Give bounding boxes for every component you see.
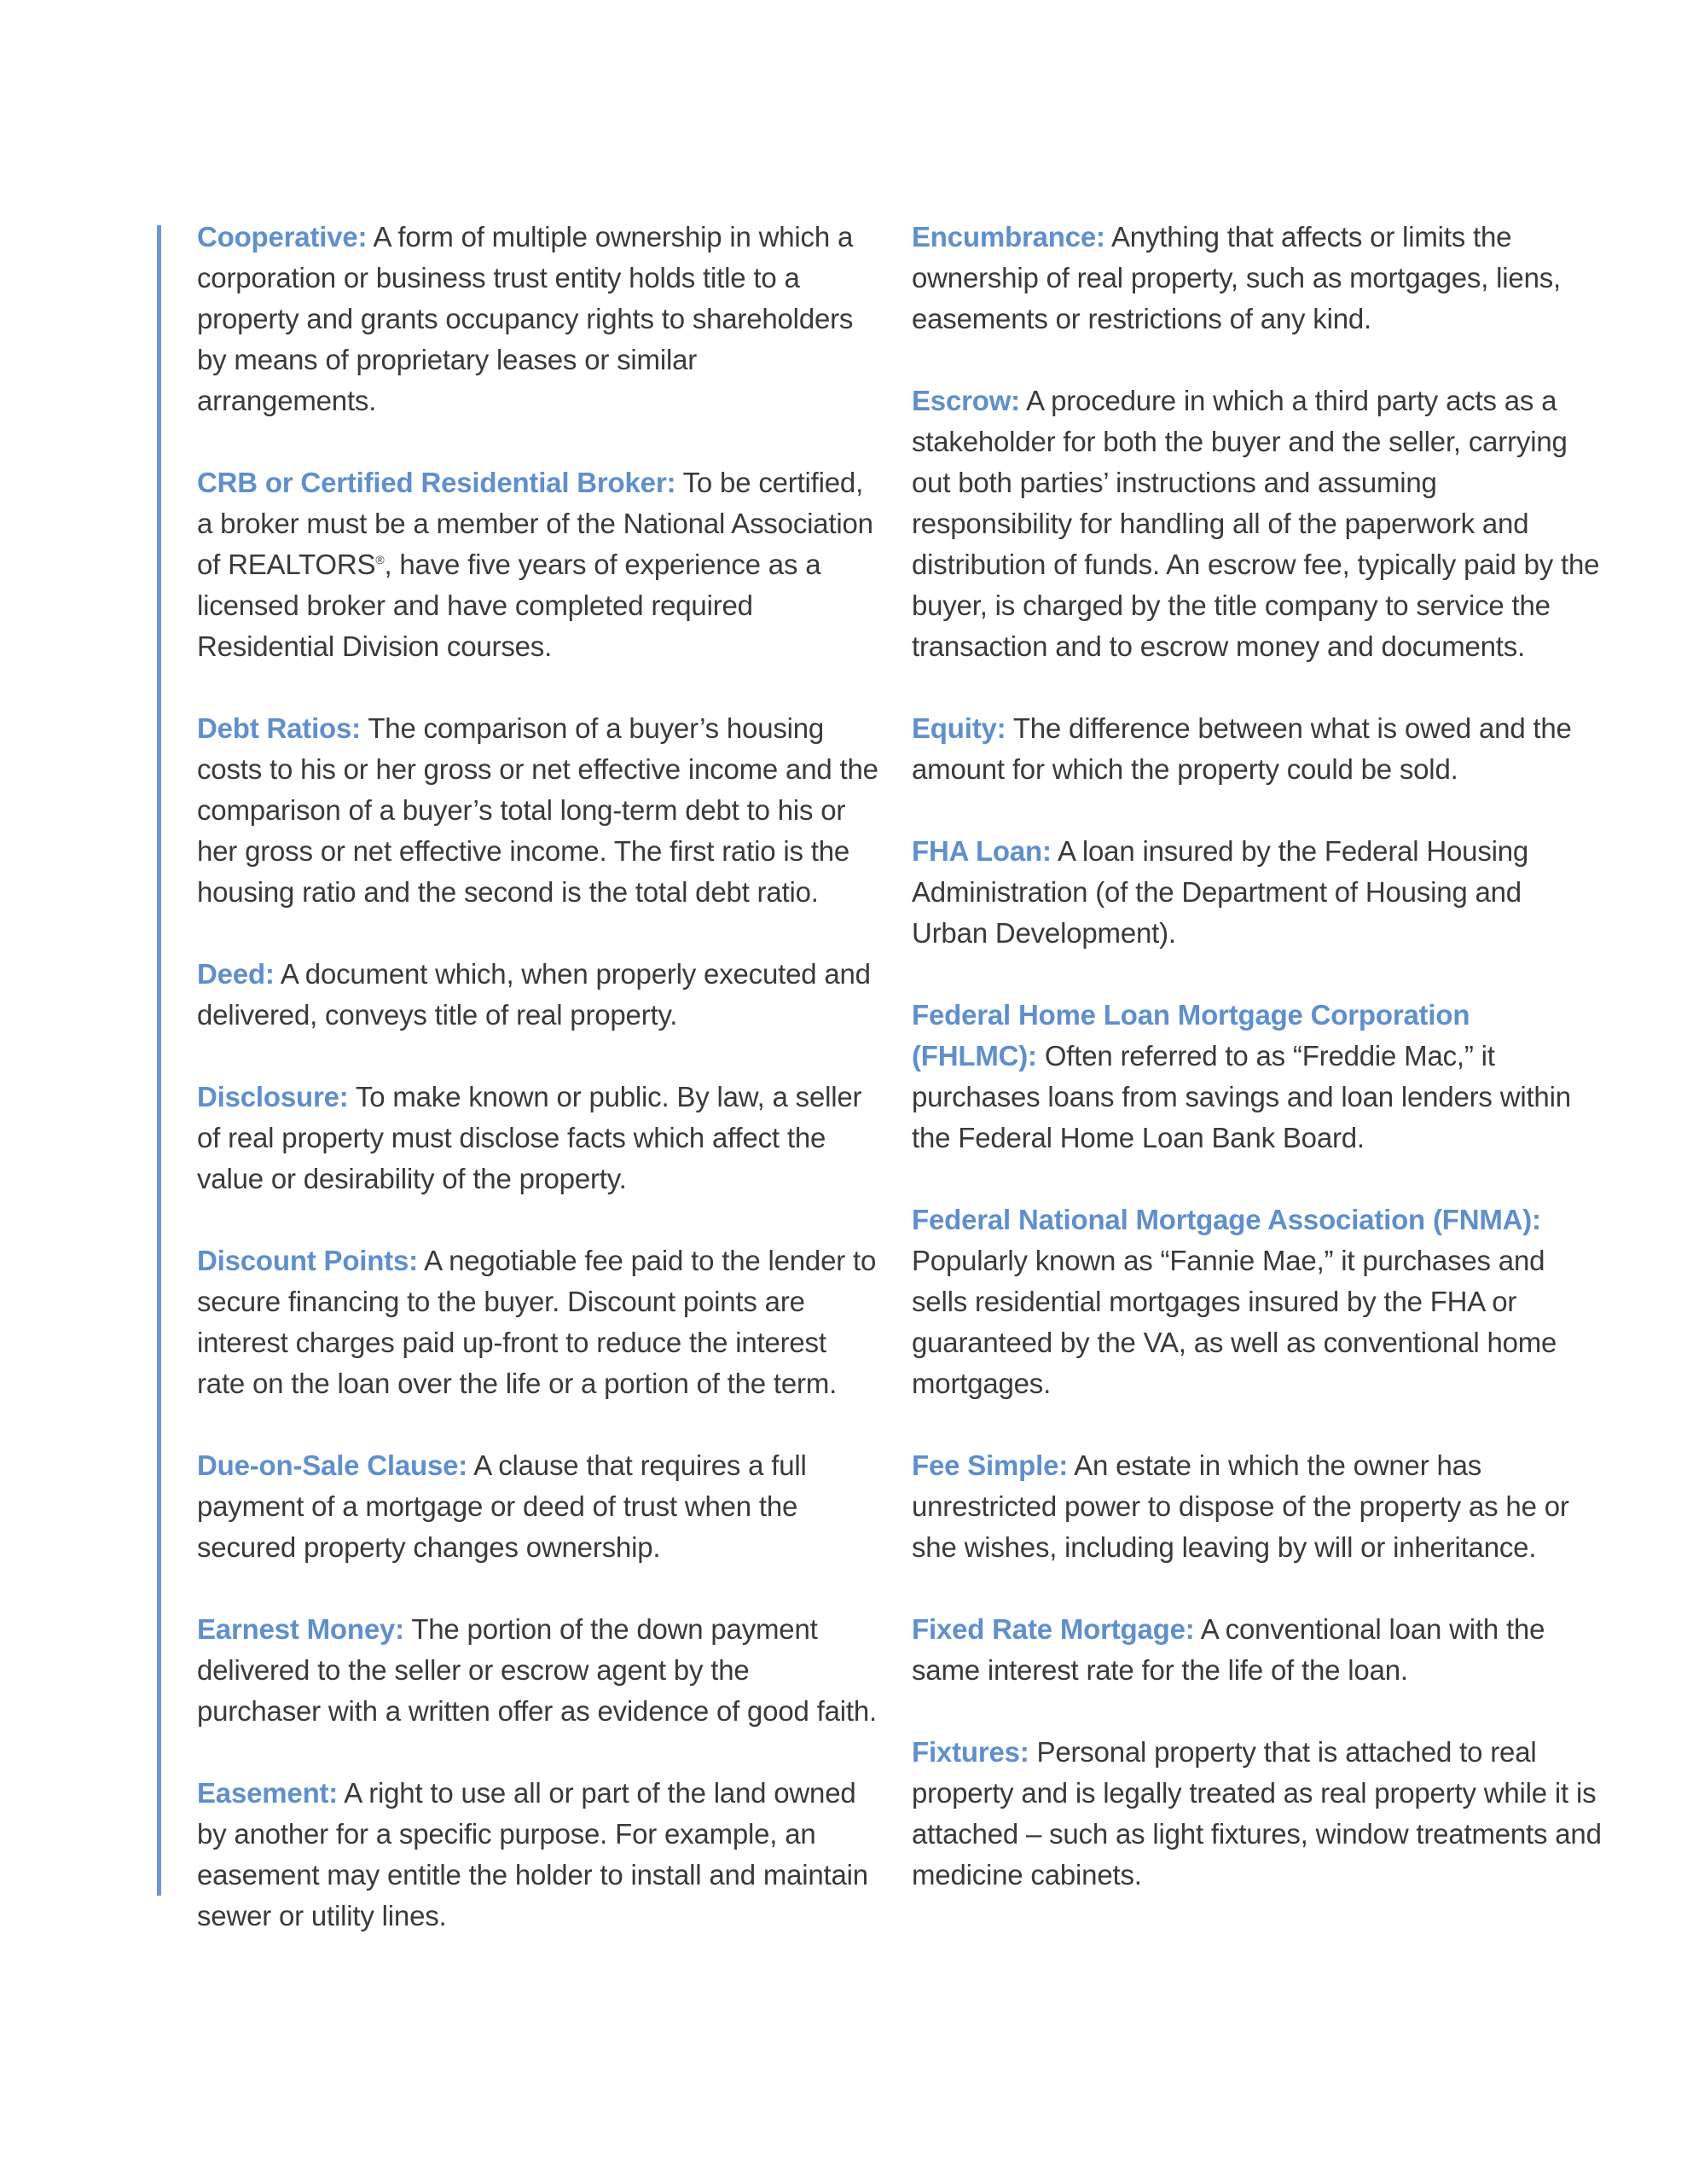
glossary-term: Earnest Money: <box>197 1613 404 1645</box>
glossary-definition: A form of multiple ownership in which a corporation or business trust entity holds title to a property and grants occupancy rights to shareholders by means of proprietary leases or similar arrangements. <box>197 221 854 416</box>
glossary-entry-debt-ratios <box>197 708 879 913</box>
glossary-definition: An estate in which the owner has unrestricted power to dispose of the property as he or she wishes, including leaving by will or inheritance. <box>912 1449 1569 1563</box>
glossary-term: Fixtures: <box>912 1736 1029 1768</box>
glossary-entry-crb <box>197 462 879 667</box>
glossary-entry-equity <box>912 708 1603 790</box>
glossary-column-right <box>912 217 1603 1937</box>
glossary-term: Easement: <box>197 1777 339 1809</box>
glossary-definition: A negotiable fee paid to the lender to secure financing to the buyer. Discount points are interest charges paid up-front to reduce the interest rate on the loan over the life or a portion of the term. <box>197 1245 877 1399</box>
glossary-entry-due-on-sale <box>197 1445 879 1568</box>
glossary-term: Deed: <box>197 958 275 990</box>
glossary-entry-discount-points <box>197 1240 879 1404</box>
glossary-term: Federal National Mortgage Association (FNMA): <box>912 1204 1541 1235</box>
registered-mark: ® <box>375 553 385 566</box>
glossary-term: Equity: <box>912 712 1006 744</box>
glossary-entry-fha-loan <box>912 831 1603 954</box>
glossary-entry-fhlmc <box>912 995 1603 1159</box>
glossary-definition: A document which, when properly executed and delivered, conveys title of real property. <box>197 958 871 1031</box>
left-accent-rule <box>157 225 161 1896</box>
glossary-definition: A right to use all or part of the land owned by another for a specific purpose. For example, an easement may entitle the holder to install and maintain sewer or utility lines. <box>197 1777 868 1931</box>
glossary-definition: A conventional loan with the same interest rate for the life of the loan. <box>912 1613 1545 1686</box>
glossary-term: CRB or Certified Residential Broker: <box>197 467 676 498</box>
glossary-term: Fee Simple: <box>912 1449 1069 1481</box>
glossary-entry-fnma <box>912 1199 1603 1404</box>
glossary-definition: Anything that affects or limits the ownership of real property, such as mortgages, liens, easements or restrictions of any kind. <box>912 221 1562 334</box>
glossary-definition: The difference between what is owed and the amount for which the property could be sold. <box>912 712 1572 785</box>
glossary-definition: A loan insured by the Federal Housing Administration (of the Department of Housing and Urban Development). <box>912 835 1529 949</box>
glossary-entry-cooperative <box>197 217 879 421</box>
glossary-definition: The portion of the down payment delivered to the seller or escrow agent by the purchaser with a written offer as evidence of good faith. <box>197 1613 877 1727</box>
glossary-entry-fixtures <box>912 1732 1603 1896</box>
glossary-definition: To make known or public. By law, a seller of real property must disclose facts which affect the value or desirability of the property. <box>197 1081 862 1194</box>
glossary-definition: Popularly known as “Fannie Mae,” it purchases and sells residential mortgages insured by the FHA or guaranteed by the VA, as well as conventional home mortgages. <box>912 1245 1557 1399</box>
glossary-entry-encumbrance <box>912 217 1603 340</box>
glossary-definition-continued: , have five years of experience as a licensed broker and have completed required Residential Division courses. <box>197 549 821 662</box>
glossary-term: Federal Home Loan Mortgage Corporation (FHLMC): <box>912 999 1470 1072</box>
glossary-term: Fixed Rate Mortgage: <box>912 1613 1195 1645</box>
glossary-definition: Often referred to as “Freddie Mac,” it purchases loans from savings and loan lenders within the Federal Home Loan Bank Board. <box>912 1040 1571 1153</box>
glossary-entry-escrow <box>912 380 1603 667</box>
glossary-entry-earnest-money <box>197 1609 879 1732</box>
glossary-definition: The comparison of a buyer’s housing costs to his or her gross or net effective income and the comparison of a buyer’s total long-term debt to his or her gross or net effective income. The first ratio is the housing ratio and the second is the total debt ratio. <box>197 712 878 908</box>
glossary-term: Debt Ratios: <box>197 712 361 744</box>
glossary-entry-easement <box>197 1773 879 1937</box>
glossary-entry-deed <box>197 954 879 1036</box>
glossary-entry-disclosure <box>197 1077 879 1199</box>
glossary-term: Discount Points: <box>197 1245 418 1276</box>
glossary-term: Disclosure: <box>197 1081 349 1112</box>
glossary-definition: A clause that requires a full payment of a mortgage or deed of trust when the secured property changes ownership. <box>197 1449 807 1563</box>
glossary-column-left <box>197 217 879 1978</box>
glossary-definition: Personal property that is attached to real property and is legally treated as real property while it is attached – such as light fixtures, window treatments and medicine cabinets. <box>912 1736 1602 1891</box>
glossary-entry-fee-simple <box>912 1445 1603 1568</box>
glossary-definition: To be certified, a broker must be a member of the National Association of REALTORS <box>197 467 873 580</box>
glossary-term: Cooperative: <box>197 221 368 253</box>
glossary-term: Encumbrance: <box>912 221 1105 253</box>
glossary-term: FHA Loan: <box>912 835 1052 867</box>
glossary-term: Escrow: <box>912 385 1020 416</box>
glossary-definition: A procedure in which a third party acts as a stakeholder for both the buyer and the seller, carrying out both parties’ instructions and assuming responsibility for handling all of the paperwork and distribution of funds. An escrow fee, typically paid by the buyer, is charged by the title company to service the transaction and to escrow money and documents. <box>912 385 1600 662</box>
glossary-entry-fixed-rate-mortgage <box>912 1609 1603 1691</box>
glossary-term: Due-on-Sale Clause: <box>197 1449 468 1481</box>
